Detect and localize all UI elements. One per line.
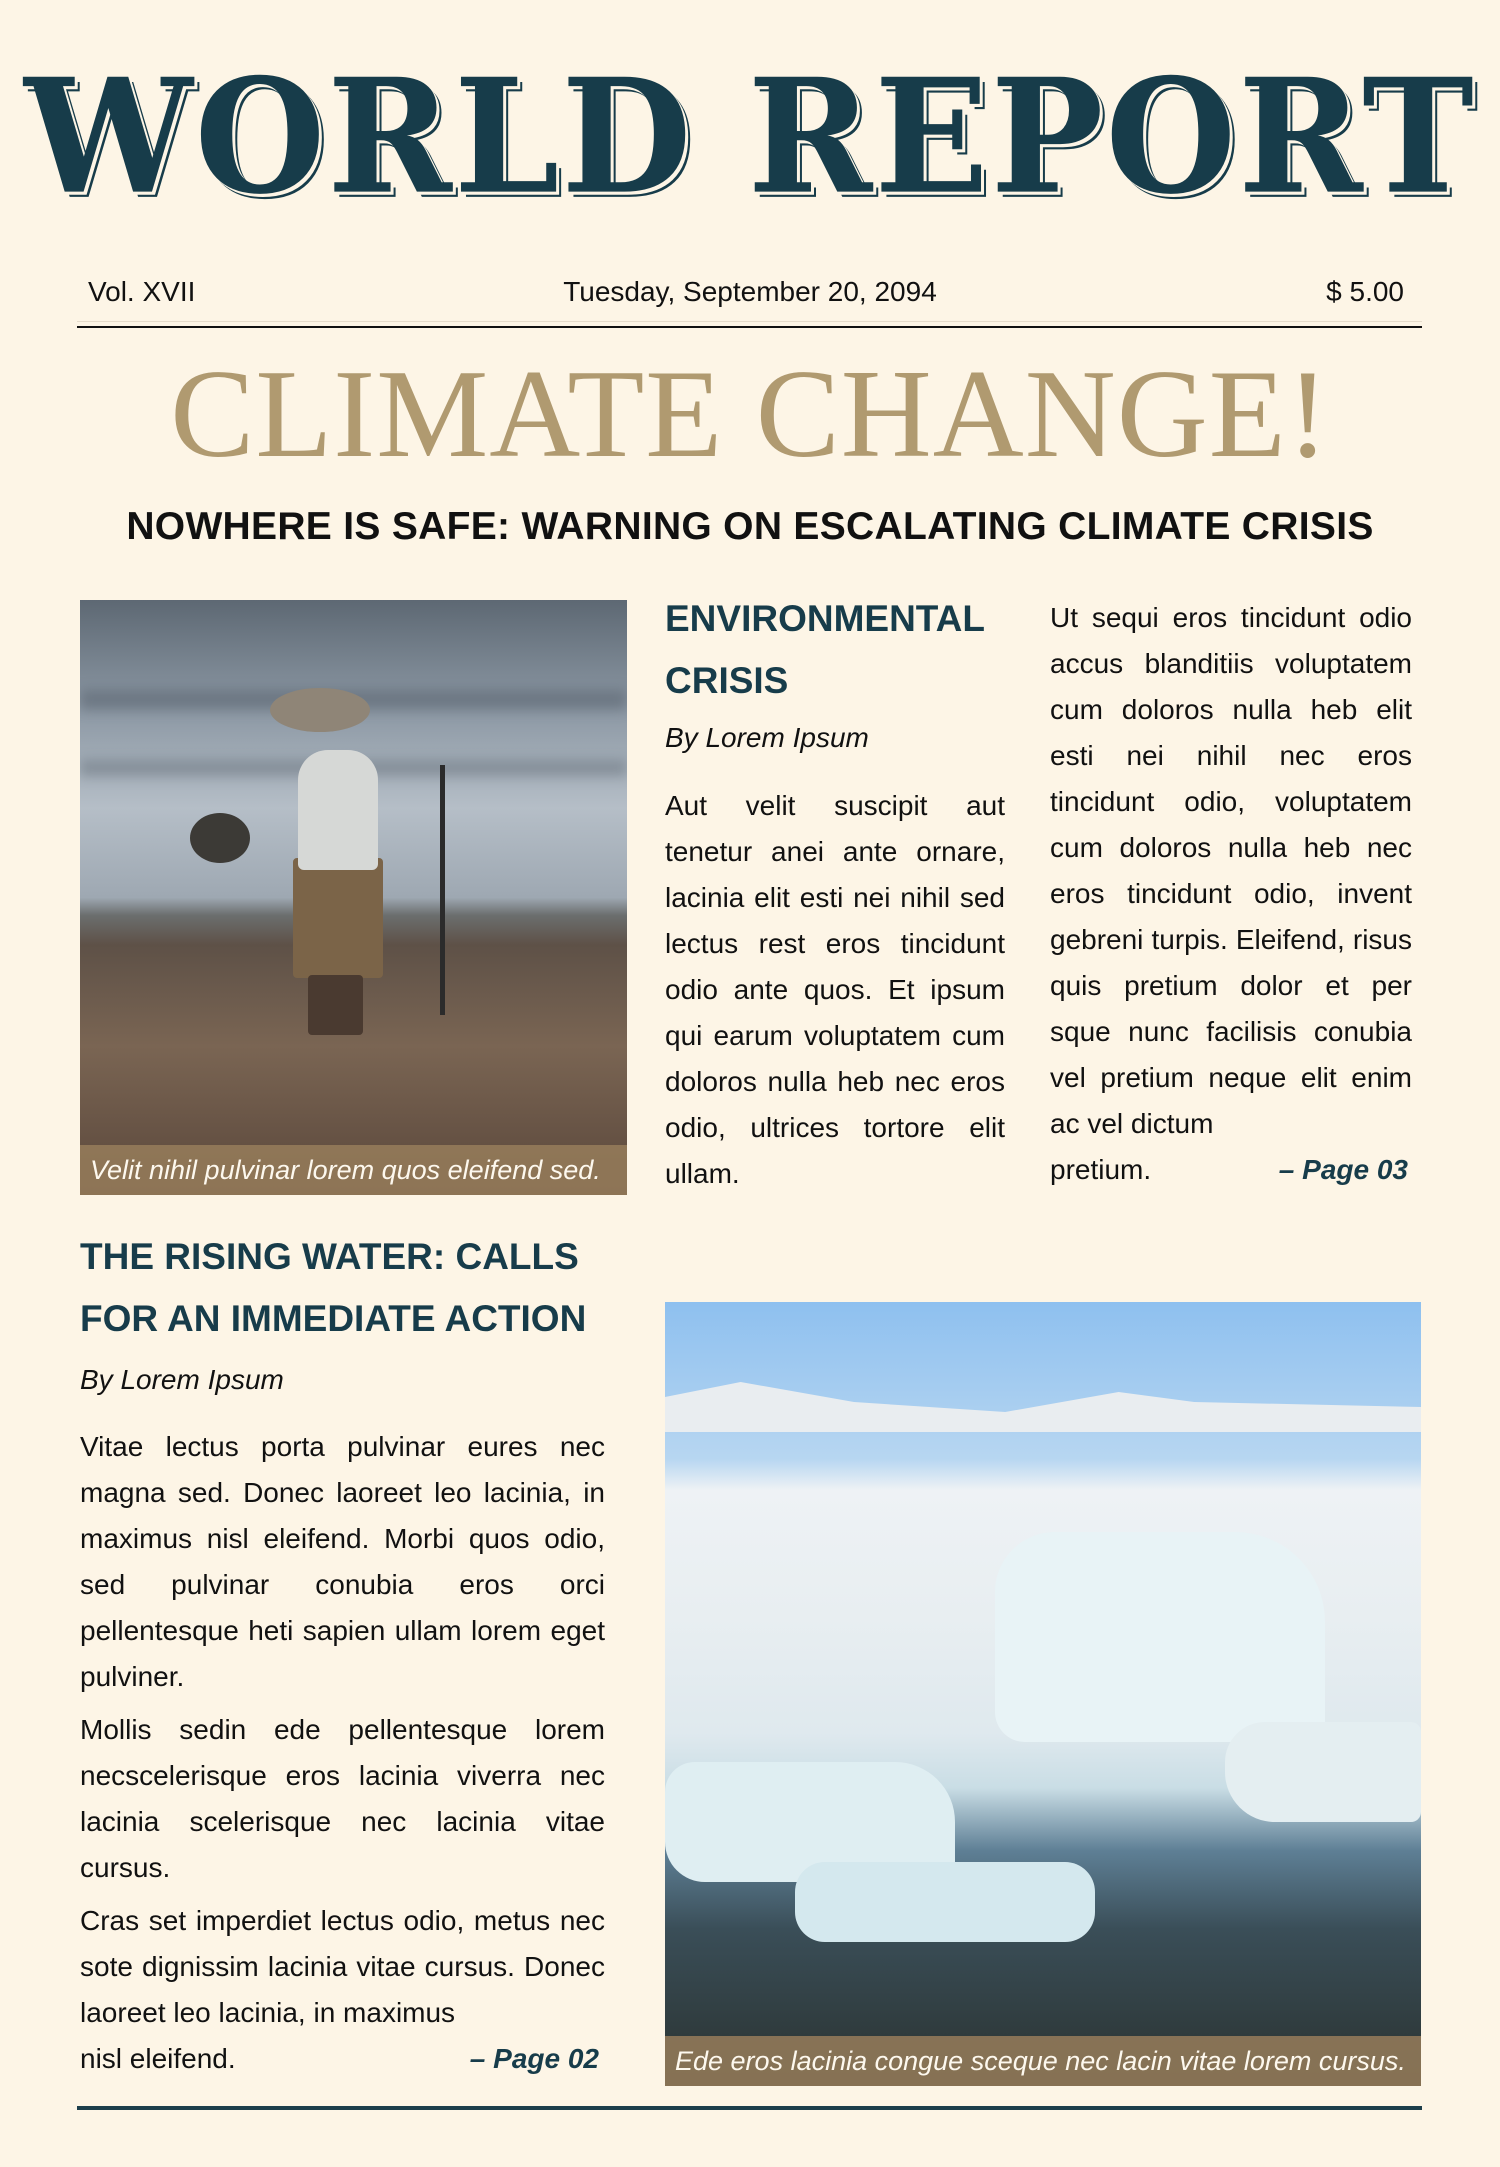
ice-photo-caption: Ede eros lacinia congue sceque nec lacin vitae lorem cursus. (665, 2036, 1421, 2086)
rising-water-byline: By Lorem Ipsum (80, 1364, 284, 1395)
volume-number: Vol. XVII (88, 276, 196, 307)
figure-legs (308, 975, 363, 1035)
rising-water-paragraph: Cras set imperdiet lectus odio, metus nec sote dignissim lacinia vitae cursus. Donec laoreet leo lacinia, in maximus (80, 1905, 605, 2028)
ice-floe (795, 1862, 1095, 1942)
drought-photo-caption: Velit nihil pulvinar lorem quos eleifend sed. (80, 1145, 627, 1195)
masthead-title: WORLD REPORT (24, 44, 1476, 230)
environmental-continued-body: Ut sequi eros tincidunt odio accus blanditiis voluptatem cum doloros nulla heb elit esti nei nihil nec eros tincidunt odio, voluptatem cum doloros nulla heb nec eros tincidunt odio, invent gebreni turpis. Eleifend, risus quis pretium dolor et per sque nunc facilisis conubia vel pretium neque elit enim ac vel dictum (1050, 602, 1412, 1139)
ice-photo (665, 1302, 1421, 2086)
header-divider (77, 326, 1422, 328)
figure-torso (298, 750, 378, 870)
header-divider-thin (77, 321, 1422, 322)
main-headline: CLIMATE CHANGE! (170, 345, 1330, 484)
rising-water-last-line: nisl eleifend. (80, 2043, 236, 2074)
page-02-link[interactable]: – Page 02 (469, 2043, 599, 2074)
environmental-end-line (1050, 1147, 1412, 1193)
environmental-continued (1050, 595, 1412, 1193)
environmental-crisis-heading: ENVIRONMENTAL CRISIS (665, 598, 985, 701)
rising-water-heading: THE RISING WATER: CALLS FOR AN IMMEDIATE ACTION (80, 1236, 587, 1339)
snowy-mountains (665, 1382, 1421, 1432)
issue-date: Tuesday, September 20, 2094 (563, 276, 937, 307)
basket (190, 813, 250, 863)
rising-water-end-line (80, 2036, 605, 2082)
page-03-link[interactable]: – Page 03 (1278, 1154, 1408, 1185)
footer-divider (77, 2106, 1422, 2110)
ice-floe (1225, 1722, 1421, 1822)
ice-floe (995, 1532, 1325, 1742)
issue-price: $ 5.00 (1326, 276, 1404, 307)
rising-water-body (80, 1424, 605, 2082)
sub-headline: NOWHERE IS SAFE: WARNING ON ESCALATING CLIMATE CRISIS (126, 505, 1374, 548)
figure-skirt (293, 858, 383, 978)
drought-photo (80, 600, 627, 1195)
rising-water-paragraph: Vitae lectus porta pulvinar eures nec magna sed. Donec laoreet leo lacinia, in maximus nisl eleifend. Morbi quos odio, sed pulvinar conubia eros orci pellentesque heti sapien ullam lorem eget pulviner. (80, 1431, 605, 1692)
environmental-byline: By Lorem Ipsum (665, 722, 869, 753)
environmental-last-line: pretium. (1050, 1154, 1152, 1185)
rising-water-paragraph: Mollis sedin ede pellentesque lorem necscelerisque eros lacinia viverra nec lacinia scelerisque nec lacinia vitae cursus. (80, 1714, 605, 1883)
environmental-body: Aut velit suscipit aut tenetur anei ante ornare, lacinia elit esti nei nihil sed lectus rest eros tincidunt odio ante quos. Et ipsum qui earum voluptatem cum doloros nulla heb nec eros odio, ultrices tortore elit ullam. (665, 790, 1005, 1189)
walking-stick (440, 765, 445, 1015)
straw-hat (270, 688, 370, 732)
